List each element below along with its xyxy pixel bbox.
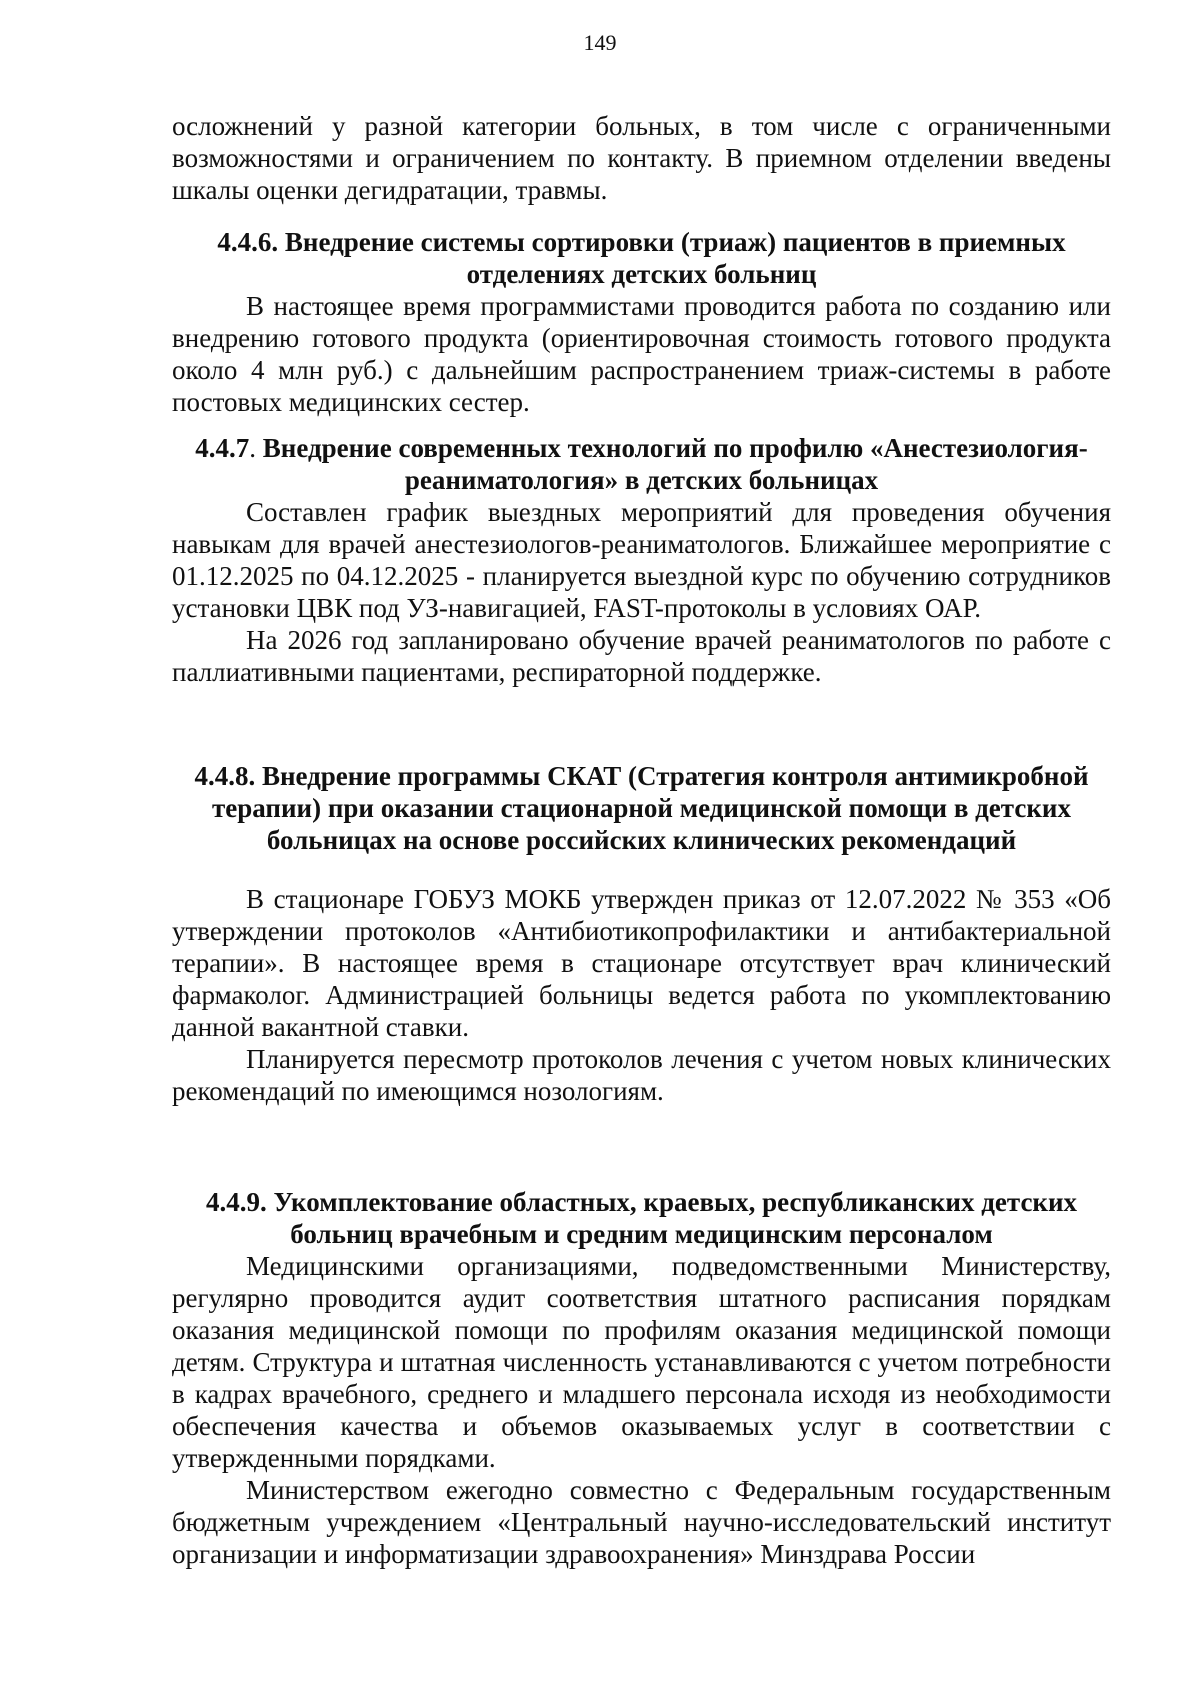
intro-paragraph: осложнений у разной категории больных, в том числе с ограниченными возможностями и ограничением по контакту. В приемном отделении введены шкалы оценки дегидратации, травмы.: [172, 111, 1111, 205]
section-4-4-8-heading: 4.4.8. Внедрение программы СКАТ (Стратегия контроля антимикробной терапии) при оказании стационарной медицинской помощи в детских больницах на основе российских клинических рекомендаций: [194, 761, 1089, 855]
page-number: 149: [583, 30, 617, 55]
section-4-4-7-heading: [172, 432, 1111, 496]
section-4-4-8-paragraph-2: Планируется пересмотр протоколов лечения с учетом новых клинических рекомендаций по имеющимся нозологиям.: [172, 1044, 1111, 1106]
section-4-4-8-paragraph-1: В стационаре ГОБУЗ МОКБ утвержден приказ от 12.07.2022 № 353 «Об утверждении протоколов «Антибиотикопрофилактики и антибактериальной терапии». В настоящее время в стационаре отсутствует врач клинический фармаколог. Администрацией больницы ведется работа по укомплектованию данной вакантной ставки.: [172, 884, 1111, 1042]
section-4-4-8-spacer: [172, 856, 1111, 883]
section-4-4-6-paragraph-1: В настоящее время программистами проводится работа по созданию или внедрению готового продукта (ориентировочная стоимость готового продукта около 4 млн руб.) с дальнейшим распространением триаж-системы в работе постовых медицинских сестер.: [172, 291, 1111, 417]
section-4-4-7-heading-dot: .: [249, 433, 257, 463]
section-4-4-7: [172, 432, 1111, 688]
section-4-4-7-paragraph-1: Составлен график выездных мероприятий для проведения обучения навыкам для врачей анестезиологов-реаниматологов. Ближайшее мероприятие с 01.12.2025 по 04.12.2025 - планируется выездной курс по обучению сотрудников установки ЦВК под УЗ-навигацией, FAST-протоколы в условиях ОАР.: [172, 497, 1111, 623]
section-4-4-6-heading: 4.4.6. Внедрение системы сортировки (триаж) пациентов в приемных отделениях детских больниц: [217, 227, 1066, 289]
intro-block: [172, 110, 1111, 206]
section-4-4-8: [172, 760, 1111, 1107]
section-4-4-9-paragraph-2: Министерством ежегодно совместно с Федеральным государственным бюджетным учреждением «Центральный научно-исследовательский институт организации и информатизации здравоохранения» Минздрава России: [172, 1475, 1111, 1569]
section-4-4-7-heading-number: 4.4.7: [195, 433, 250, 463]
section-4-4-7-paragraph-2: На 2026 год запланировано обучение врачей реаниматологов по работе с паллиативными пациентами, респираторной поддержке.: [172, 625, 1111, 687]
section-4-4-9: [172, 1186, 1111, 1570]
section-4-4-7-heading-text: Внедрение современных технологий по профилю «Анестезиология-реаниматология» в детских больницах: [256, 433, 1088, 495]
section-4-4-6: [172, 226, 1111, 418]
section-4-4-9-paragraph-1: Медицинскими организациями, подведомственными Министерству, регулярно проводится аудит соответствия штатного расписания порядкам оказания медицинской помощи по профилям оказания медицинской помощи детям. Структура и штатная численность устанавливаются с учетом потребности в кадрах врачебного, среднего и младшего персонала исходя из необходимости обеспечения качества и объемов оказываемых услуг в соответствии с утвержденными порядками.: [172, 1251, 1111, 1473]
section-4-4-9-heading: 4.4.9. Укомплектование областных, краевых, республиканских детских больниц врачебным и средним медицинским персоналом: [205, 1187, 1078, 1249]
